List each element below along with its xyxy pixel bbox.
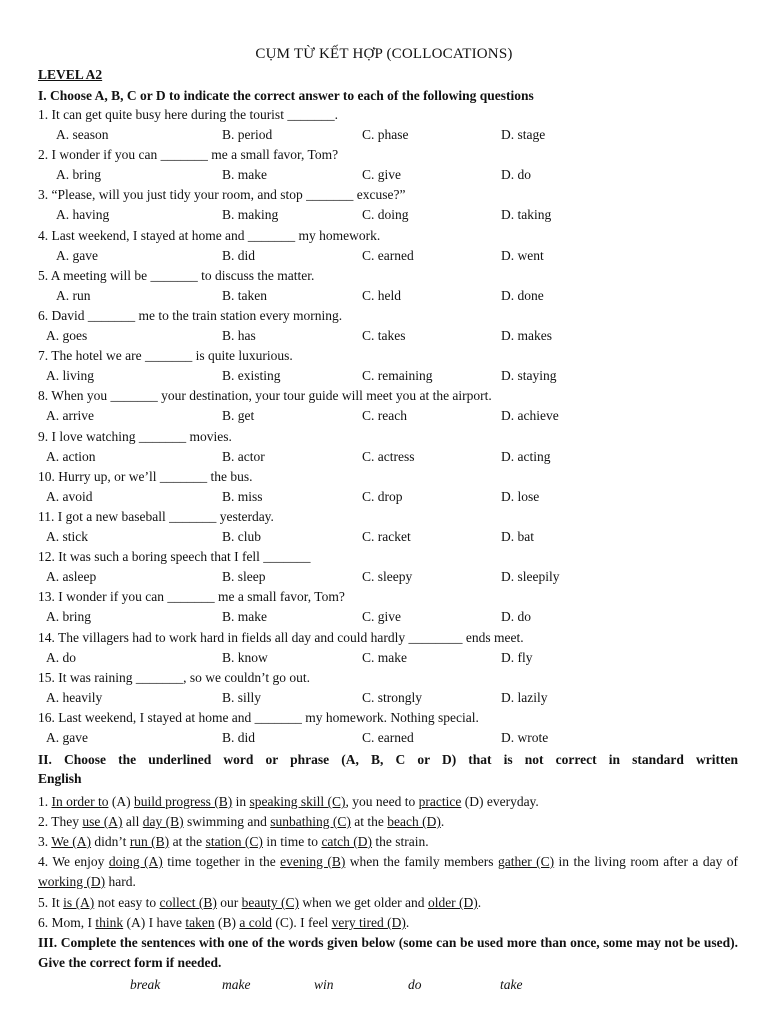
question-4-option-d: D. went [501,247,544,263]
question-2: 2. I wonder if you can _______ me a small favor, Tom? [38,147,339,163]
underlined-segment: working (D) [38,874,106,889]
question-3-option-c: C. doing [362,207,409,223]
sentence-text: swimming and [183,814,271,829]
question-16-option-b: B. did [222,730,256,745]
question-2-option-b: B. make [222,167,267,183]
question-8-option-d: D. achieve [501,408,559,424]
question-14: 14. The villagers had to work hard in fields all day and could hardly ________ ends meet. [38,629,524,645]
underlined-segment: is (A) [63,895,95,910]
question-7-option-b: B. existing [222,368,281,384]
question-13-option-d: D. do [501,609,531,625]
question-16-option-c: C. earned [362,730,414,745]
question-11-option-b: B. club [222,529,261,544]
sentence-text: . [405,915,410,930]
page-title: CỤM TỪ KẾT HỢP (COLLOCATIONS) [255,46,513,62]
underlined-segment: speaking skill (C) [249,794,346,809]
question-3-option-d: D. taking [501,207,552,223]
question-1-option-d: D. stage [501,127,546,142]
question-7: 7. The hotel we are _______ is quite luxurious. [38,348,293,364]
question-11-option-d: D. bat [501,529,534,544]
question-6-option-c: C. takes [362,328,406,343]
error-item-6 [38,913,738,933]
underlined-segment: beauty (C) [241,895,299,910]
question-14-option-a: A. do [46,649,76,665]
sentence-text: (B) [214,915,240,930]
section-2-heading-line2: English [38,771,82,786]
error-item-1 [38,792,738,812]
underlined-segment: use (A) [82,814,123,829]
sentence-text: when the family members [345,854,498,869]
underlined-segment: evening (B) [280,854,346,869]
question-4-option-b: B. did [222,247,256,263]
question-15-option-c: C. strongly [362,689,423,705]
sentence-text: time together in the [162,854,281,869]
sentence-text: (A) I have [123,915,186,930]
sentence-text: when we get older and [298,895,428,910]
sentence-text: didn’t [91,834,130,849]
question-1: 1. It can get quite busy here during the tourist _______. [38,107,338,122]
question-4-option-a: A. gave [56,247,98,263]
word-bank-item: make [222,977,251,992]
word-bank-item: win [314,977,334,992]
question-3: 3. “Please, will you just tidy your room, and stop _______ excuse?” [38,187,406,203]
sentence-text: our [216,895,242,910]
word-bank-item: take [500,977,523,992]
question-6: 6. David _______ me to the train station every morning. [38,308,343,323]
sentence-text: in the living room after a day of [554,854,739,869]
question-4: 4. Last weekend, I stayed at home and _______ my homework. [38,227,381,243]
sentence-text: not easy to [94,895,160,910]
question-8: 8. When you _______ your destination, your tour guide will meet you at the airport. [38,388,492,404]
question-3-option-b: B. making [222,207,279,223]
question-8-option-c: C. reach [362,408,407,424]
question-13: 13. I wonder if you can _______ me a small favor, Tom? [38,589,345,605]
question-6-option-b: B. has [222,328,256,343]
question-7-option-a: A. living [46,368,95,384]
sentence-text: . [477,895,482,910]
error-item-2 [38,812,738,832]
question-1-option-b: B. period [222,127,273,142]
underlined-segment: build progress (B) [133,794,233,809]
question-10-option-b: B. miss [222,488,263,504]
sentence-text: 4. We enjoy [38,854,109,869]
sentence-text: 5. It [38,895,64,910]
question-5-option-c: C. held [362,287,401,303]
question-12-option-b: B. sleep [222,569,266,585]
sentence-text: at the [169,834,206,849]
sentence-text: hard. [105,874,136,889]
question-2-option-c: C. give [362,167,401,183]
question-10-option-c: C. drop [362,488,403,504]
sentence-text: in time to [262,834,322,849]
question-2-option-a: A. bring [56,167,101,183]
question-5-option-a: A. run [56,287,91,303]
underlined-segment: very tired (D) [331,915,406,930]
sentence-text: , you need to [345,794,419,809]
question-11-option-a: A. stick [46,529,88,544]
word-bank-item: break [130,977,161,992]
question-3-option-a: A. having [56,207,110,223]
question-5-option-d: D. done [501,287,544,303]
underlined-segment: older (D) [427,895,478,910]
question-1-option-c: C. phase [362,127,409,142]
question-12-option-d: D. sleepily [501,569,560,585]
question-8-option-b: B. get [222,408,255,424]
question-9-option-d: D. acting [501,448,551,464]
underlined-segment: practice [418,794,462,809]
question-9-option-b: B. actor [222,448,265,464]
sentence-text: . [440,814,445,829]
question-12: 12. It was such a boring speech that I fell _______ [38,549,311,565]
question-14-option-d: D. fly [501,649,533,665]
underlined-segment: taken [185,915,215,930]
section-3-heading: III. Complete the sentences with one of the words given below (some can be used more than once, some may not be used). Give the correct form if needed. [38,935,738,970]
error-item-3 [38,832,738,852]
question-9-option-a: A. action [46,448,96,464]
sentence-text: at the [350,814,388,829]
question-15-option-d: D. lazily [501,689,548,705]
word-bank-item: do [408,977,422,992]
question-15-option-a: A. heavily [46,689,103,705]
question-6-option-d: D. makes [501,328,552,343]
sentence-text: 1. [38,794,52,809]
question-13-option-b: B. make [222,609,267,625]
question-14-option-c: C. make [362,649,407,665]
question-6-option-a: A. goes [46,328,88,343]
question-10-option-a: A. avoid [46,488,93,504]
question-2-option-d: D. do [501,167,531,183]
sentence-text: (D) everyday. [461,794,539,809]
question-11-option-c: C. racket [362,529,411,544]
question-15: 15. It was raining _______, so we couldn’t go out. [38,669,310,685]
underlined-segment: gather (C) [497,854,555,869]
question-16: 16. Last weekend, I stayed at home and _______ my homework. Nothing special. [38,710,479,725]
underlined-segment: station (C) [205,834,263,849]
underlined-segment: beach (D) [387,814,441,829]
question-14-option-b: B. know [222,649,268,665]
sentence-text: 3. [38,834,52,849]
question-4-option-c: C. earned [362,247,414,263]
question-9-option-c: C. actress [362,448,415,464]
underlined-segment: We (A) [51,834,92,849]
question-16-option-a: A. gave [46,730,88,745]
underlined-segment: doing (A) [108,854,163,869]
question-5: 5. A meeting will be _______ to discuss the matter. [38,267,315,283]
question-8-option-a: A. arrive [46,408,94,424]
question-12-option-c: C. sleepy [362,569,413,585]
question-13-option-a: A. bring [46,609,91,625]
sentence-text: the strain. [372,834,429,849]
error-item-4 [38,852,738,892]
underlined-segment: sunbathing (C) [270,814,351,829]
question-16-option-d: D. wrote [501,730,549,745]
question-11: 11. I got a new baseball _______ yesterday. [38,509,274,524]
question-12-option-a: A. asleep [46,569,97,585]
underlined-segment: think [95,915,124,930]
sentence-text: in [232,794,250,809]
underlined-segment: In order to [51,794,109,809]
underlined-segment: catch (D) [321,834,373,849]
sentence-text: all [122,814,143,829]
question-1-option-a: A. season [56,127,109,142]
underlined-segment: a cold [239,915,272,930]
error-item-5 [38,893,738,913]
question-7-option-c: C. remaining [362,368,433,384]
question-10-option-d: D. lose [501,488,540,504]
question-10: 10. Hurry up, or we’ll _______ the bus. [38,468,253,484]
section-2-heading-line1: II. Choose the underlined word or phrase (A, B, C or D) that is not correct in standard written [38,752,738,767]
sentence-text: 2. They [38,814,83,829]
underlined-segment: collect (B) [159,895,217,910]
level-label: LEVEL A2 [38,67,103,82]
question-13-option-c: C. give [362,609,401,625]
question-7-option-d: D. staying [501,368,557,384]
sentence-text: (C). I feel [272,915,332,930]
underlined-segment: run (B) [129,834,170,849]
sentence-text: (A) [108,794,134,809]
section-1-heading: I. Choose A, B, C or D to indicate the correct answer to each of the following questions [38,88,534,103]
question-15-option-b: B. silly [222,689,262,705]
sentence-text: 6. Mom, I [38,915,96,930]
question-5-option-b: B. taken [222,287,267,303]
underlined-segment: day (B) [142,814,184,829]
question-9: 9. I love watching _______ movies. [38,428,232,444]
